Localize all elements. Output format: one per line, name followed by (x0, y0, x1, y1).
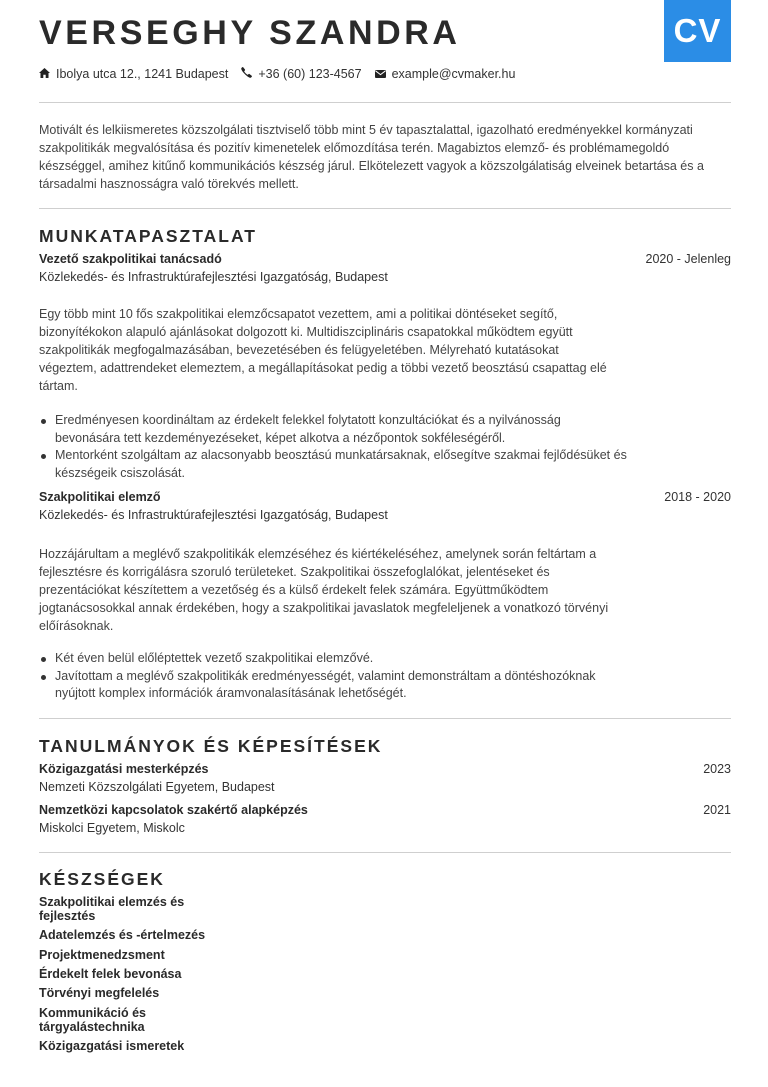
job-title: Vezető szakpolitikai tanácsadó (39, 252, 222, 266)
degree-school: Nemzeti Közszolgálati Egyetem, Budapest (39, 780, 275, 794)
job-achievements (39, 650, 629, 703)
email-text[interactable]: example@cvmaker.hu (391, 67, 516, 81)
job-date: 2018 - 2020 (664, 490, 731, 504)
achievement-item: Mentorként szolgáltam az alacsonyabb beosztású munkatársaknak, elősegítve szakmai fejlődésüket és készségeik csiszolását. (39, 447, 629, 482)
job-company: Közlekedés- és Infrastruktúrafejlesztési Igazgatóság, Budapest (39, 508, 388, 522)
phone-text: +36 (60) 123-4567 (258, 67, 362, 81)
degree-title: Nemzetközi kapcsolatok szakértő alapképzés (39, 803, 308, 817)
job-title: Szakpolitikai elemző (39, 490, 161, 504)
address-text: Ibolya utca 12., 1241 Budapest (56, 67, 229, 81)
degree-title: Közigazgatási mesterképzés (39, 762, 209, 776)
candidate-name: VERSEGHY SZANDRA (39, 14, 461, 52)
degree-school: Miskolci Egyetem, Miskolc (39, 821, 185, 835)
profile-summary: Motivált és lelkiismeretes közszolgálati tisztviselő több mint 5 év tapasztalattal, igazolható eredményekkel kormányzati szakpolitikák megvalósítása és pozitív kimenetelek előmozdítása terén. Magabiztos elemző- és problémamegoldó készséggel, amihez kitűnő kommunikációs készség járul. Elkötelezett vagyok a közszolgálatiság elveinek betartása és a társadalmi hasznosságra való törekvés mellett. (39, 123, 704, 191)
achievement-item: Javítottam a meglévő szakpolitikák eredményességét, valamint demonstráltam a döntéshozóknak nyújtott komplex információk áramvonalasításának lehetőségét. (39, 668, 629, 703)
divider (39, 718, 731, 719)
divider (39, 102, 731, 103)
contact-address (39, 67, 228, 81)
job-company: Közlekedés- és Infrastruktúrafejlesztési Igazgatóság, Budapest (39, 270, 388, 284)
skill-item: Adatelemzés és -értelmezés (39, 928, 206, 943)
divider (39, 852, 731, 853)
envelope-icon (375, 67, 392, 81)
skill-item: Szakpolitikai elemzés és fejlesztés (39, 895, 185, 923)
job-achievements (39, 412, 629, 482)
skills-section-title: KÉSZSÉGEK (39, 869, 165, 889)
skill-item: Törvényi megfelelés (39, 986, 160, 1001)
education-section-title: TANULMÁNYOK ÉS KÉPESÍTÉSEK (39, 736, 383, 756)
degree-date: 2021 (703, 803, 731, 817)
skill-item: Érdekelt felek bevonása (39, 966, 182, 981)
skills-list (39, 896, 219, 1059)
experience-section-title: MUNKATAPASZTALAT (39, 226, 257, 246)
divider (39, 208, 731, 209)
contact-phone (241, 67, 361, 81)
skill-item: Kommunikáció és tárgyalástechnika (39, 1005, 146, 1034)
contact-email[interactable] (375, 67, 516, 81)
achievement-item: Két éven belül előléptettek vezető szakpolitikai elemzővé. (39, 650, 629, 668)
skill-item: Projektmenedzsment (39, 947, 165, 962)
phone-icon (241, 67, 258, 81)
job-description: Hozzájárultam a meglévő szakpolitikák elemzéséhez és kiértékeléséhez, amelynek során feltártam a fejlesztésre és korrigálásra szoruló területeket. Szakpolitikai összefoglalókat, jelentéseket és prezentációkat készítettem a vezetőség és a külső érdekelt felek számára. Együttműködtem jogtanácsosokkal annak érdekében, hogy a szakpolitikai javaslatok megfeleljenek a vonatkozó törvényi előírásoknak. (39, 547, 609, 633)
home-icon (39, 67, 56, 81)
cv-badge: CV (664, 0, 731, 62)
job-date: 2020 - Jelenleg (645, 252, 731, 266)
skill-item: Közigazgatási ismeretek (39, 1038, 185, 1053)
job-description: Egy több mint 10 fős szakpolitikai elemzőcsapatot vezettem, ami a politikai döntéseket segítő, bizonyítékokon alapuló ajánlásokat dolgozott ki. Multidiszciplináris csapatokkal működtem együtt szakpolitikák megfogalmazásában, bevezetésében és felügyeletében. Mélyreható kutatásokat végeztem, adattrendeket elemeztem, a megállapításokat pedig a többi vezető beosztású csapattag elé tártam. (39, 307, 607, 393)
contact-info (39, 67, 528, 81)
degree-date: 2023 (703, 762, 731, 776)
achievement-item: Eredményesen koordináltam az érdekelt felekkel folytatott konzultációkat és a nyilvánosság bevonására tett kezdeményezéseket, képet alkotva a nézőpontok sokféleségéről. (39, 412, 629, 447)
